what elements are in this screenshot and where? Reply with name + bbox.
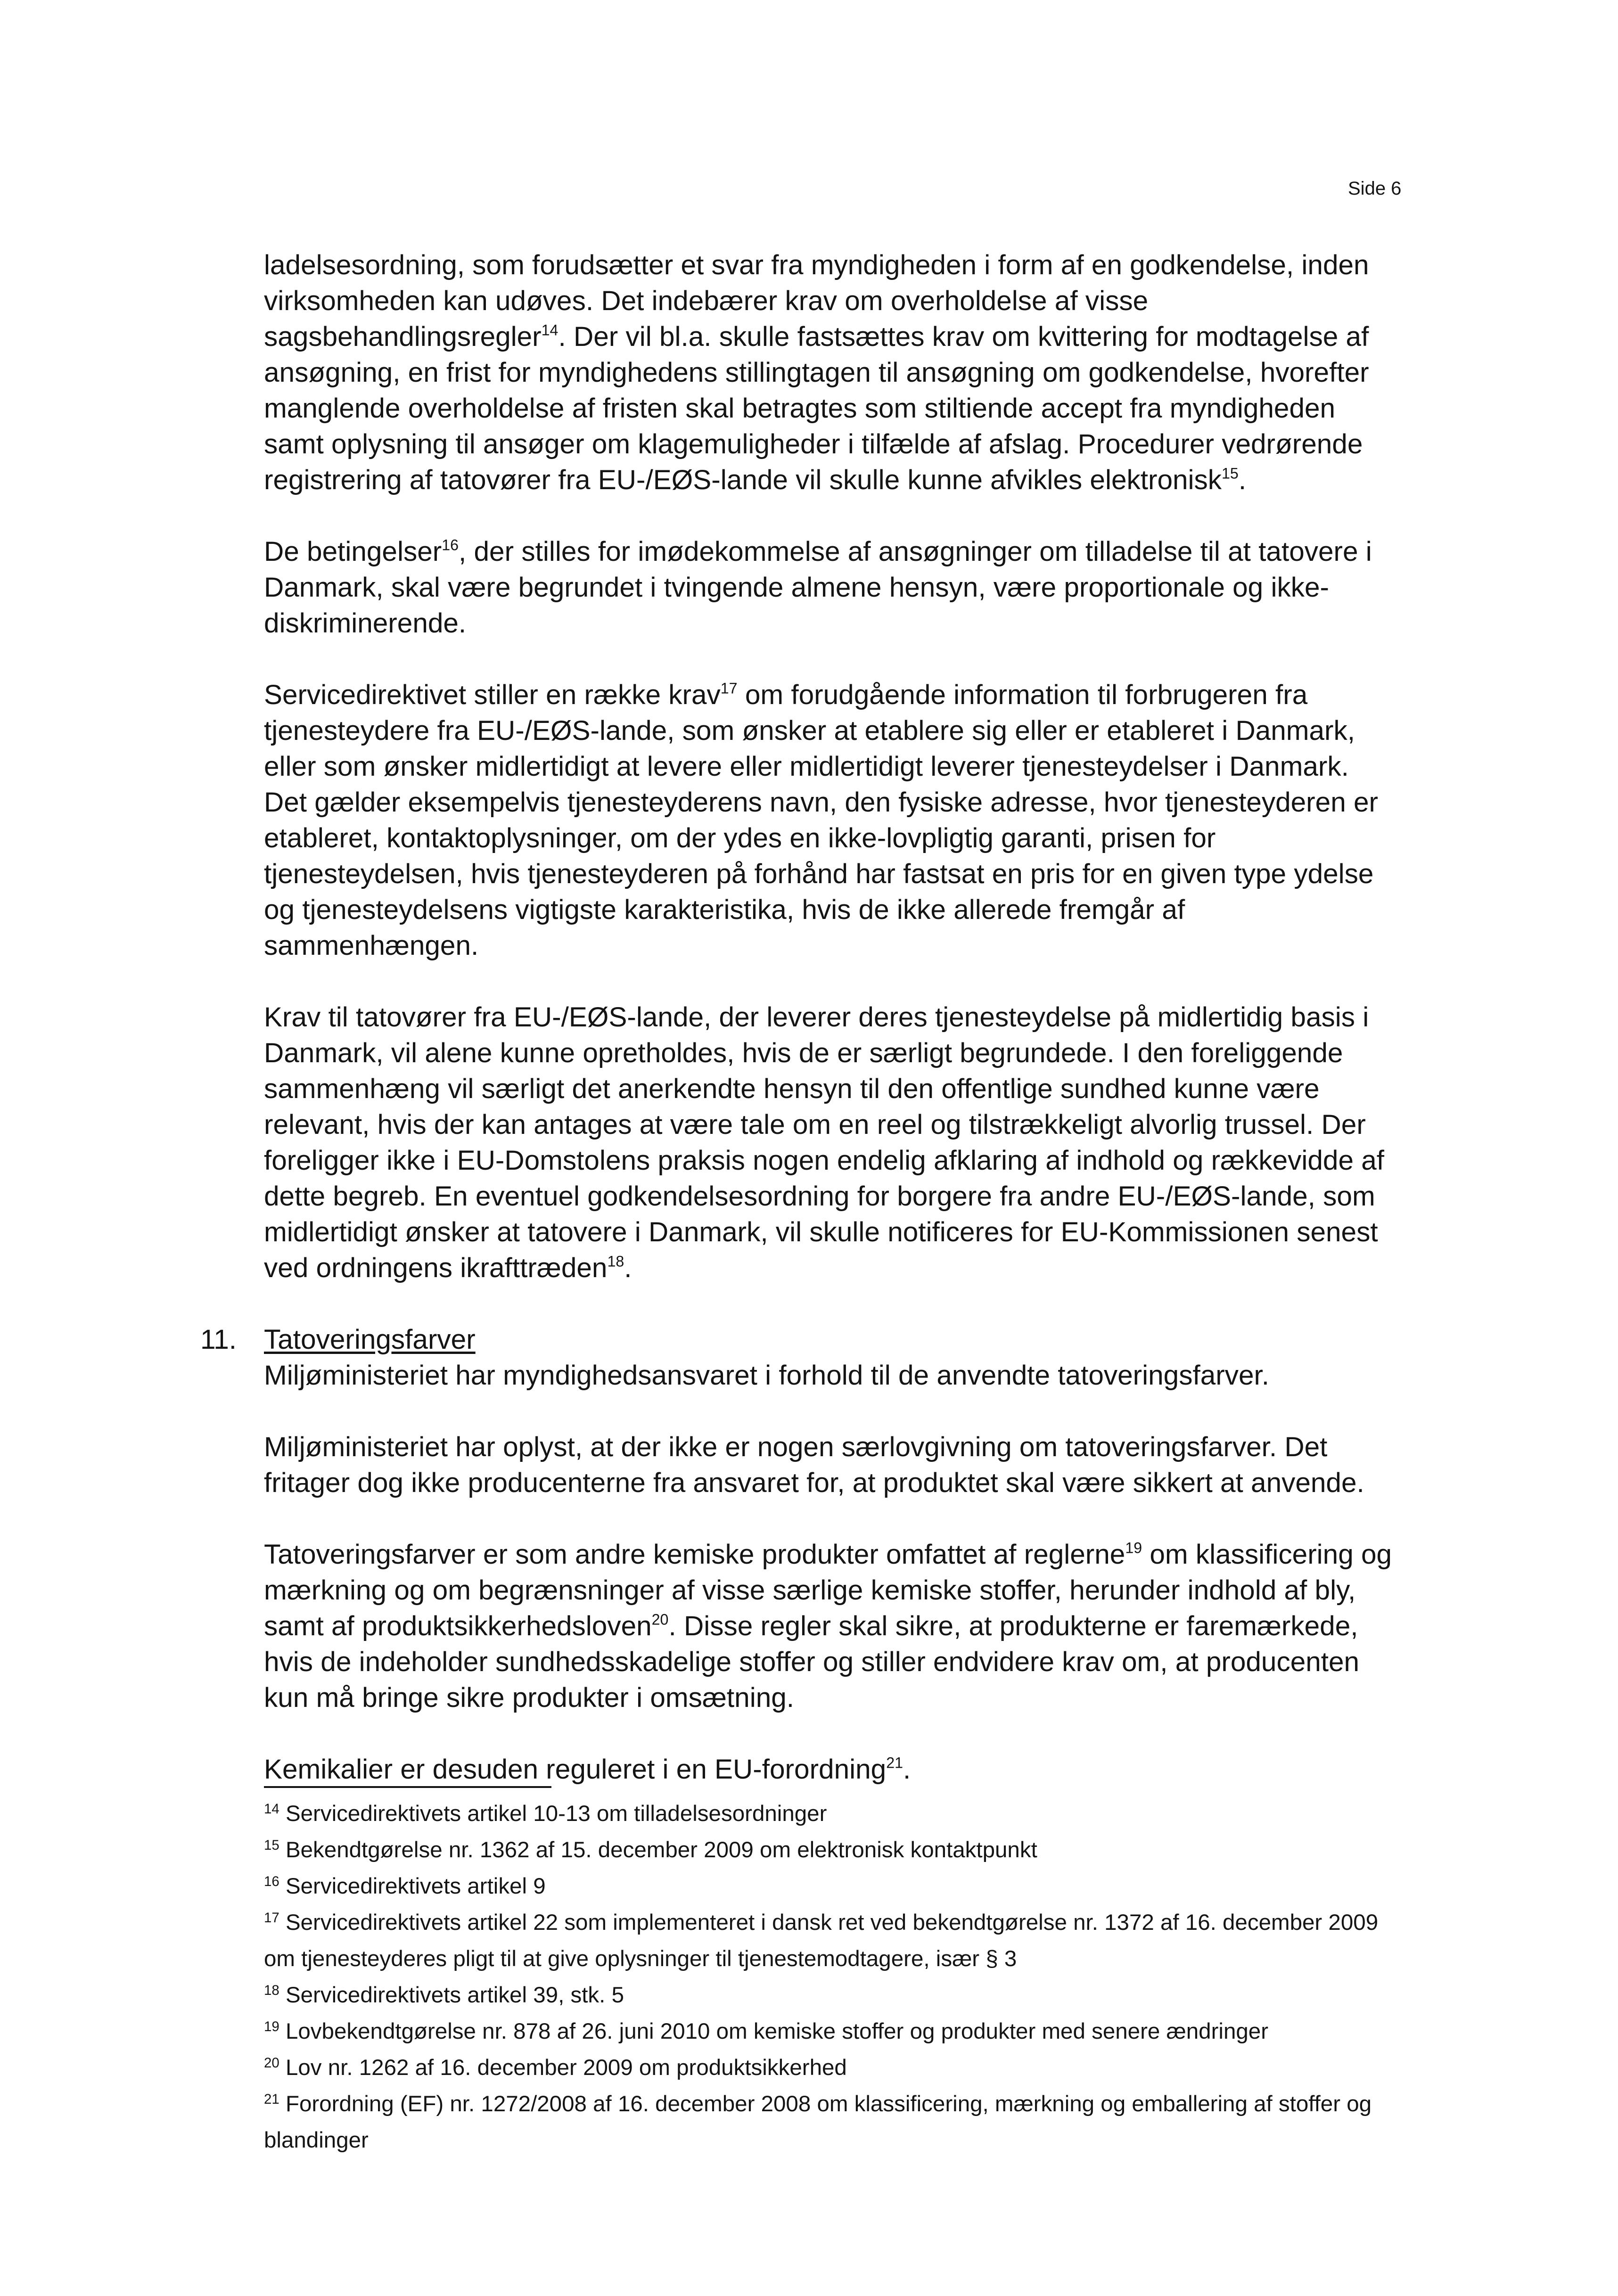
footnote-number: 15 bbox=[264, 1837, 279, 1853]
conditions-text-2: , der stilles for imødekommelse af ansøgninger om tilladelse til at tatovere i Danmark, skal være begrundet i tvingende almene hensyn, være proportionale og ikke-diskriminerende. bbox=[264, 536, 1372, 639]
conditions-paragraph bbox=[264, 534, 1395, 641]
dyes-paragraph bbox=[264, 1537, 1395, 1716]
footnote-number: 20 bbox=[264, 2055, 279, 2071]
service-text-1: Servicedirektivet stiller en række krav bbox=[264, 680, 721, 710]
section-number: 11. bbox=[200, 1324, 237, 1355]
footnote-21 bbox=[264, 2086, 1395, 2158]
footnote-14 bbox=[264, 1796, 1395, 1832]
footnote-ref-15: 15 bbox=[1222, 465, 1239, 482]
conditions-text-1: De betingelser bbox=[264, 536, 442, 567]
footnote-text: Lovbekendtgørelse nr. 878 af 26. juni 2010 om kemiske stoffer og produkter med senere ændringer bbox=[285, 2019, 1269, 2044]
intro-paragraph bbox=[264, 247, 1395, 498]
footnote-number: 19 bbox=[264, 2018, 279, 2034]
ministry-paragraph: Miljøministeriet har oplyst, at der ikke er nogen særlovgivning om tatoveringsfarver. Det fritager dog ikke producenterne fra ansvaret for, at produktet skal være sikkert at anvende. bbox=[264, 1432, 1364, 1498]
dyes-text-2: om klassificering og mærkning og om begrænsninger af visse særlige kemiske stoffer, herunder indhold af bly, samt af produktsikkerhedsloven bbox=[264, 1539, 1392, 1641]
page-number: Side 6 bbox=[1348, 178, 1402, 199]
requirements-text-2: . bbox=[624, 1253, 632, 1283]
footnote-ref-21: 21 bbox=[886, 1754, 903, 1771]
footnote-text: Forordning (EF) nr. 1272/2008 af 16. december 2008 om klassificering, mærkning og emballering af stoffer og blandinger bbox=[264, 2091, 1372, 2153]
footnote-ref-17: 17 bbox=[720, 680, 738, 697]
footnote-15 bbox=[264, 1832, 1395, 1868]
chemicals-paragraph bbox=[264, 1752, 1395, 1788]
dyes-text-1: Tatoveringsfarver er som andre kemiske produkter omfattet af reglerne bbox=[264, 1539, 1125, 1570]
section-title: Tatoveringsfarver bbox=[264, 1324, 476, 1355]
intro-text-3: . bbox=[1238, 465, 1247, 495]
footnote-ref-19: 19 bbox=[1125, 1539, 1142, 1557]
footnote-number: 14 bbox=[264, 1801, 279, 1817]
dyes-text-3: . Disse regler skal sikre, at produkterne er faremærkede, hvis de indeholder sundhedsskadelige stoffer og stiller endvidere krav om, at producenten kun må bringe sikre produkter i omsætning. bbox=[264, 1611, 1360, 1713]
requirements-paragraph bbox=[264, 1000, 1395, 1286]
intro-text-2: . Der vil bl.a. skulle fastsættes krav om kvittering for modtagelse af ansøgning, en frist for myndighedens stillingtagen til ansøgning om godkendelse, hvorefter manglende overholdelse af fristen skal betragtes som stiltiende accept fra myndigheden samt oplysning til ansøger om klagemuligheder i tilfælde af afslag. Procedurer vedrørende registrering af tatovører fra EU-/EØS-lande vil skulle kunne afvikles elektronisk bbox=[264, 321, 1369, 495]
section-heading bbox=[200, 1322, 1395, 1358]
footnote-number: 16 bbox=[264, 1873, 279, 1889]
footnotes bbox=[264, 1796, 1395, 2158]
chemicals-text-1: Kemikalier er desuden reguleret i en EU-forordning bbox=[264, 1754, 887, 1785]
requirements-text-1: Krav til tatovører fra EU-/EØS-lande, der leverer deres tjenesteydelse på midlertidig basis i Danmark, vil alene kunne opretholdes, hvis de er særligt begrundede. I den foreliggende sammenhæng vil særligt det anerkendte hensyn til den offentlige sundhed kunne være relevant, hvis der kan antages at være tale om en reel og tilstrækkeligt alvorlig trussel. Der foreligger ikke i EU-Domstolens praksis nogen endelig afklaring af indhold og rækkevidde af dette begreb. En eventuel godkendelsesordning for borgere fra andre EU-/EØS-lande, som midlertidigt ønsker at tatovere i Danmark, vil skulle notificeres for EU-Kommissionen senest ved ordningens ikrafttræden bbox=[264, 1002, 1385, 1283]
chemicals-text-2: . bbox=[903, 1754, 911, 1785]
service-paragraph bbox=[264, 677, 1395, 964]
footnote-text: Servicedirektivets artikel 10-13 om tilladelsesordninger bbox=[285, 1801, 827, 1826]
footnote-17 bbox=[264, 1904, 1395, 1977]
intro-text-1: ladelsesordning, som forudsætter et svar fra myndigheden i form af en godkendelse, inden virksomheden kan udøves. Det indebærer krav om overholdelse af visse sagsbehandlingsregler bbox=[264, 250, 1369, 352]
footnote-20 bbox=[264, 2050, 1395, 2086]
section-lead: Miljøministeriet har myndighedsansvaret i forhold til de anvendte tatoveringsfarver. bbox=[264, 1360, 1270, 1391]
footnote-19 bbox=[264, 2013, 1395, 2050]
footnote-separator bbox=[264, 1786, 551, 1788]
body-text bbox=[200, 247, 1395, 1788]
footnote-text: Servicedirektivets artikel 22 som implementeret i dansk ret ved bekendtgørelse nr. 1372 af 16. december 2009 om tjenesteyderes pligt til at give oplysninger til tjenestemodtagere, især § 3 bbox=[264, 1910, 1379, 1971]
footnote-number: 17 bbox=[264, 1910, 279, 1926]
footnote-16 bbox=[264, 1868, 1395, 1904]
footnote-ref-16: 16 bbox=[442, 536, 459, 554]
footnote-number: 18 bbox=[264, 1982, 279, 1998]
footnote-text: Bekendtgørelse nr. 1362 af 15. december 2009 om elektronisk kontaktpunkt bbox=[285, 1837, 1037, 1862]
footnote-text: Servicedirektivets artikel 39, stk. 5 bbox=[285, 1983, 624, 2008]
footnote-number: 21 bbox=[264, 2091, 279, 2107]
footnote-18 bbox=[264, 1977, 1395, 2013]
footnote-ref-18: 18 bbox=[607, 1253, 624, 1270]
footnote-ref-14: 14 bbox=[541, 321, 558, 339]
section-11 bbox=[200, 1322, 1395, 1394]
service-text-2: om forudgående information til forbrugeren fra tjenesteydere fra EU-/EØS-lande, som ønsker at etablere sig eller er etableret i Danmark, eller som ønsker midlertidigt at levere eller midlertidigt leverer tjenesteydelser i Danmark. Det gælder eksempelvis tjenesteyderens navn, den fysiske adresse, hvor tjenesteyderen er etableret, kontaktoplysninger, om der ydes en ikke-lovpligtig garanti, prisen for tjenesteydelsen, hvis tjenesteyderen på forhånd har fastsat en pris for en given type ydelse og tjenesteydelsens vigtigste karakteristika, hvis de ikke allerede fremgår af sammenhængen. bbox=[264, 680, 1378, 961]
footnote-text: Lov nr. 1262 af 16. december 2009 om produktsikkerhed bbox=[285, 2055, 847, 2080]
footnote-ref-20: 20 bbox=[651, 1611, 669, 1628]
footnote-text: Servicedirektivets artikel 9 bbox=[285, 1874, 546, 1899]
